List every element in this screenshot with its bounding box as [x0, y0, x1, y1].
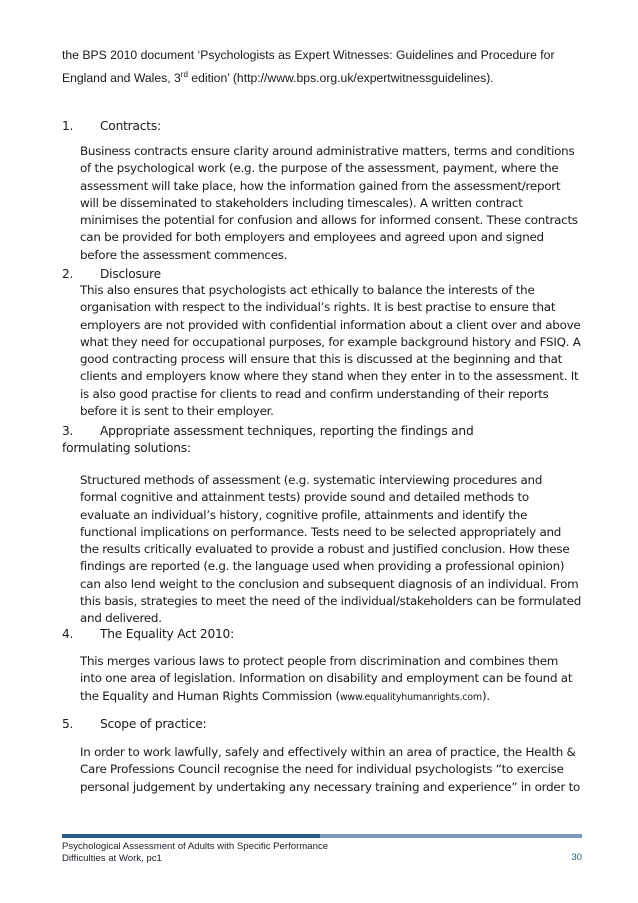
- section-title: Contracts:: [100, 119, 161, 133]
- intro-superscript: rd: [180, 69, 188, 79]
- footer-rule-dark: [62, 834, 320, 838]
- section-number: 1.: [62, 119, 74, 133]
- section-4-body: [80, 653, 582, 706]
- section-3-body: Structured methods of assessment (e.g. systematic interviewing procedures and formal cognitive and attainment tests) provide sound and detailed methods to evaluate an individual’s history, cognitive profile, attainments and identify the functional implications on performance. Tests need to be selected appropriately and the results critically evaluated to provide a robust and justified conclusion. How these findings are reported (e.g. the language used when providing a professional opinion) can also lend weight to the conclusion and subsequent diagnosis of an individual. From this basis, strategies to meet the need of the individual/stakeholders can be formulated and delivered.: [80, 473, 582, 626]
- section-4-text: This merges various laws to protect people from discrimination and combines them into one area of legislation. Information on disability and employment can be found at the Equality and Human Rights Commission (: [80, 654, 573, 703]
- footer-title-line1: Psychological Assessment of Adults with Specific Performance: [62, 841, 329, 852]
- intro-paragraph: [62, 44, 582, 90]
- section-number: 4.: [62, 627, 74, 641]
- section-1-body: Business contracts ensure clarity around administrative matters, terms and conditions of the psychological work (e.g. the purpose of the assessment, payment, where the assessment will take place, how the information gained from the assessment/report will be disseminated to stakeholders including timescales). A written contract minimises the potential for confusion and allows for informed consent. These contracts can be provided for both employers and employees and agreed upon and signed before the assessment commences.: [80, 144, 578, 262]
- section-title: Appropriate assessment techniques, reporting the findings and formulating solutions:: [62, 424, 474, 455]
- section-number: 2.: [62, 267, 74, 281]
- section-5-body: In order to work lawfully, safely and effectively within an area of practice, the Health & Care Professions Council recognise the need for individual psychologists “to exercise personal judgement by undertaking any necessary training and experience” in order to: [80, 745, 581, 794]
- section-5-heading: [62, 716, 206, 733]
- section-4-text-end: ).: [481, 688, 490, 703]
- section-2-body: This also ensures that psychologists act ethically to balance the interests of the organisation with respect to the individual’s rights. It is best practise to ensure that employers are not provided with confidential information about a client over and above what they need for occupational purposes, for example background history and FSIQ. A good contracting process will ensure that this is discussed at the beginning and that clients and employers know where they stand when they enter in to the assessment. It is also good practise for clients to read and confirm understanding of their reports before it is sent to their employer.: [80, 283, 581, 419]
- intro-text-end: edition’ (http://www.bps.org.uk/expertwitnessguidelines).: [187, 71, 494, 85]
- section-2-heading: [62, 266, 161, 283]
- page-number: 30: [571, 852, 582, 863]
- section-4-heading: [62, 626, 234, 643]
- section-3-heading: [62, 423, 532, 457]
- section-number: 5.: [62, 717, 74, 731]
- section-title: The Equality Act 2010:: [100, 627, 235, 641]
- intro-text: the BPS 2010 document ‘Psychologists as Expert Witnesses: Guidelines and Procedure for England and Wales, 3: [62, 48, 555, 85]
- footer-text: [62, 841, 328, 864]
- footer-title-line2: Difficulties at Work, pc1: [62, 852, 162, 864]
- section-1-heading: [62, 118, 161, 135]
- section-title: Scope of practice:: [100, 717, 207, 731]
- section-title: Disclosure: [100, 267, 161, 281]
- equality-commission-link[interactable]: www.equalityhumanrights.com: [339, 691, 482, 703]
- footer-rule-light: [320, 834, 582, 838]
- section-number: 3.: [62, 424, 74, 438]
